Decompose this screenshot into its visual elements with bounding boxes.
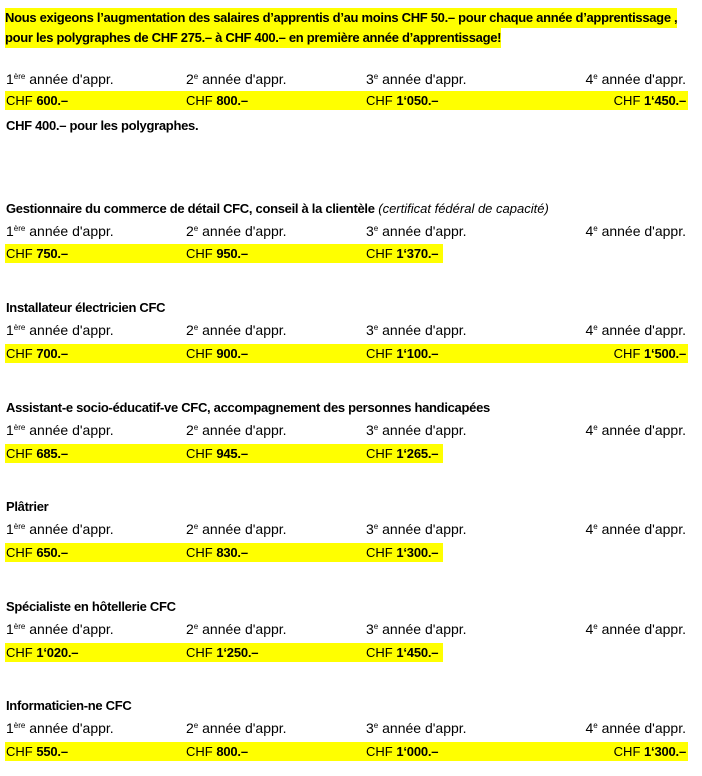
section-1-qualifier: (certificat fédéral de capacité) (374, 201, 549, 216)
section-6-amount-row (0, 742, 702, 761)
general-highlight (5, 91, 688, 110)
general-amount-2: CHF 800.– (186, 93, 248, 108)
section-6-title-text: Informaticien-ne CFC (6, 698, 132, 713)
section-4-amount-row (0, 543, 702, 562)
section-4-year-label-1: 1ère année d'appr. (6, 521, 114, 537)
section-1-amount-2: CHF 950.– (186, 246, 248, 261)
section-2-year-label-3: 3e année d'appr. (366, 322, 467, 338)
section-2-amount-1: CHF 700.– (6, 346, 68, 361)
general-amount-3: CHF 1‘050.– (366, 93, 439, 108)
section-3-year-row (0, 421, 702, 440)
section-1-year-label-4: 4e année d'appr. (585, 223, 686, 239)
section-6-year-label-3: 3e année d'appr. (366, 720, 467, 736)
section-1-year-label-2: 2e année d'appr. (186, 223, 287, 239)
section-5-year-row (0, 620, 702, 639)
section-6-amount-4: CHF 1‘300.– (613, 744, 686, 759)
section-3-amount-3: CHF 1‘265.– (366, 446, 439, 461)
section-4-year-row (0, 520, 702, 539)
section-3-year-label-4: 4e année d'appr. (585, 422, 686, 438)
section-4-amount-3: CHF 1‘300.– (366, 545, 439, 560)
section-1-year-label-3: 3e année d'appr. (366, 223, 467, 239)
section-2-year-row (0, 321, 702, 340)
section-6-amount-3: CHF 1‘000.– (366, 744, 439, 759)
section-4-year-label-3: 3e année d'appr. (366, 521, 467, 537)
section-1-title-text: Gestionnaire du commerce de détail CFC, conseil à la clientèle (6, 201, 375, 216)
section-5-year-label-2: 2e année d'appr. (186, 621, 287, 637)
general-year-row (0, 70, 702, 89)
section-3-year-label-1: 1ère année d'appr. (6, 422, 114, 438)
section-5-amount-2: CHF 1‘250.– (186, 645, 259, 660)
section-1-amount-3: CHF 1‘370.– (366, 246, 439, 261)
section-5-year-label-1: 1ère année d'appr. (6, 621, 114, 637)
section-5-title (6, 598, 176, 616)
section-1-title (6, 200, 549, 218)
section-5-amount-1: CHF 1‘020.– (6, 645, 79, 660)
section-3-amount-row (0, 444, 702, 463)
section-4-year-label-2: 2e année d'appr. (186, 521, 287, 537)
section-5-year-label-3: 3e année d'appr. (366, 621, 467, 637)
section-6-highlight (5, 742, 688, 761)
section-4-amount-1: CHF 650.– (6, 545, 68, 560)
section-3-title-text: Assistant-e socio-éducatif-ve CFC, accompagnement des personnes handicapées (6, 400, 490, 415)
section-3-amount-1: CHF 685.– (6, 446, 68, 461)
section-6-year-label-2: 2e année d'appr. (186, 720, 287, 736)
general-amount-row (0, 91, 702, 110)
section-3-year-label-3: 3e année d'appr. (366, 422, 467, 438)
section-6-year-row (0, 719, 702, 738)
section-2-title-text: Installateur électricien CFC (6, 300, 166, 315)
section-2-year-label-4: 4e année d'appr. (585, 322, 686, 338)
section-6-year-label-1: 1ère année d'appr. (6, 720, 114, 736)
section-5-title-text: Spécialiste en hôtellerie CFC (6, 599, 176, 614)
general-year-label-1: 1ère année d'appr. (6, 71, 114, 87)
section-2-amount-row (0, 344, 702, 363)
general-amount-1: CHF 600.– (6, 93, 68, 108)
section-4-amount-2: CHF 830.– (186, 545, 248, 560)
section-6-title (6, 697, 131, 715)
section-3-amount-2: CHF 945.– (186, 446, 248, 461)
section-4-title (6, 498, 48, 516)
section-2-title (6, 299, 165, 317)
section-6-year-label-4: 4e année d'appr. (585, 720, 686, 736)
section-4-title-text: Plâtrier (6, 499, 49, 514)
polygraph-note: CHF 400.– pour les polygraphes. (6, 118, 199, 133)
section-5-year-label-4: 4e année d'appr. (585, 621, 686, 637)
section-1-amount-1: CHF 750.– (6, 246, 68, 261)
section-5-amount-3: CHF 1‘450.– (366, 645, 439, 660)
section-2-amount-2: CHF 900.– (186, 346, 248, 361)
section-2-amount-3: CHF 1‘100.– (366, 346, 439, 361)
section-3-year-label-2: 2e année d'appr. (186, 422, 287, 438)
section-2-highlight (5, 344, 688, 363)
intro-line-1: Nous exigeons l’augmentation des salaires d’apprentis d’au moins CHF 50.– pour chaque année d’apprentissage , (5, 8, 677, 28)
section-3-title (6, 399, 490, 417)
section-2-year-label-2: 2e année d'appr. (186, 322, 287, 338)
general-year-label-4: 4e année d'appr. (585, 71, 686, 87)
section-6-amount-1: CHF 550.– (6, 744, 68, 759)
section-1-amount-row (0, 244, 702, 263)
section-1-year-row (0, 222, 702, 241)
section-1-year-label-1: 1ère année d'appr. (6, 223, 114, 239)
intro-line-2: pour les polygraphes de CHF 275.– à CHF 400.– en première année d’apprentissage! (5, 28, 501, 48)
intro-demand (5, 8, 677, 48)
general-year-label-3: 3e année d'appr. (366, 71, 467, 87)
section-2-amount-4: CHF 1‘500.– (613, 346, 686, 361)
general-amount-4: CHF 1‘450.– (613, 93, 686, 108)
section-4-year-label-4: 4e année d'appr. (585, 521, 686, 537)
general-year-label-2: 2e année d'appr. (186, 71, 287, 87)
section-6-amount-2: CHF 800.– (186, 744, 248, 759)
section-5-amount-row (0, 643, 702, 662)
section-2-year-label-1: 1ère année d'appr. (6, 322, 114, 338)
